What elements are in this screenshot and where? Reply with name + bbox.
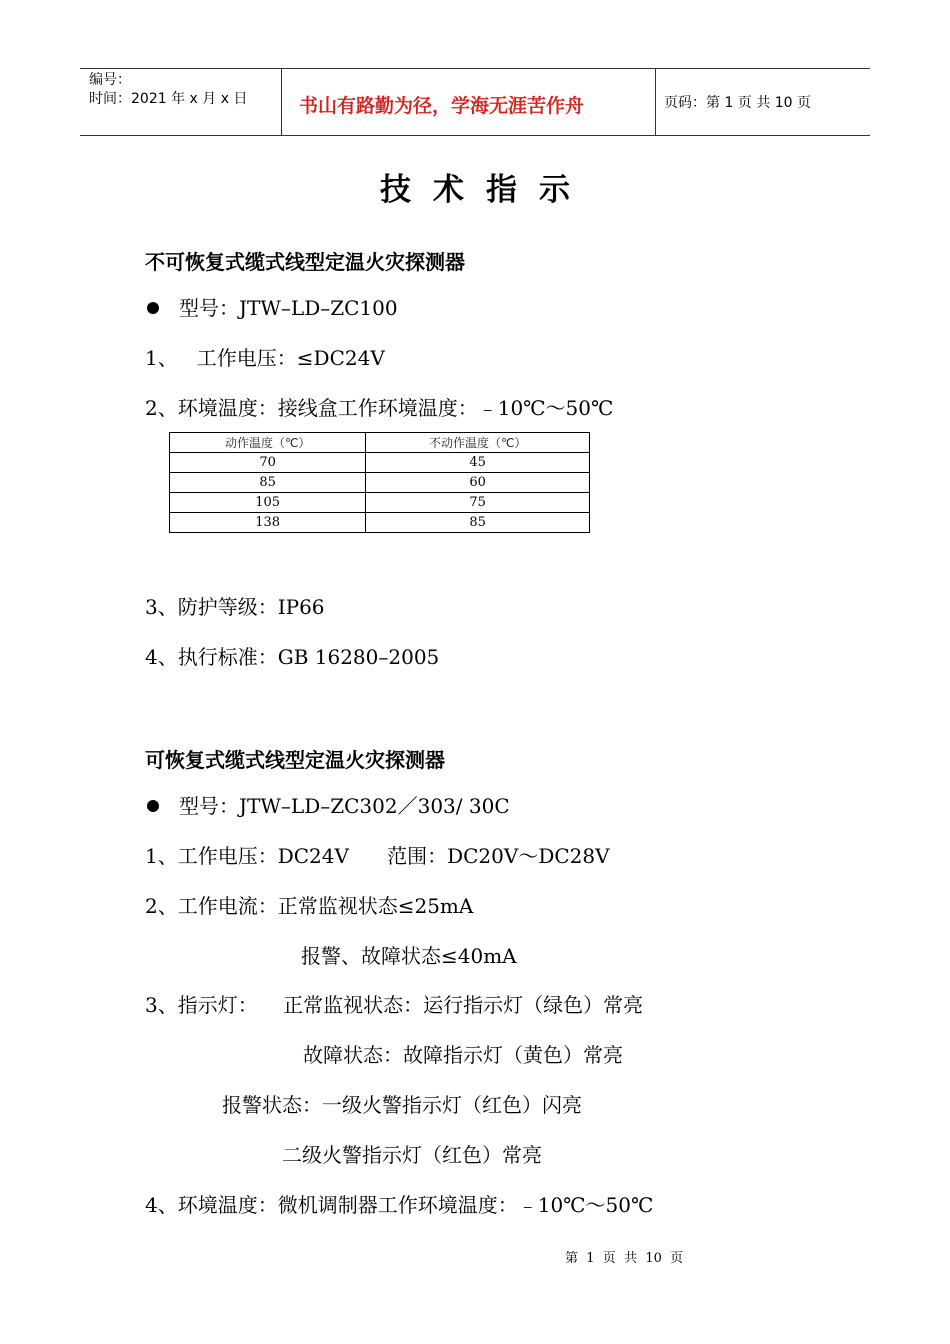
section2-item3d: 二级火警指示灯（红色）常亮 <box>282 1143 542 1167</box>
table-cell: 85 <box>170 473 366 493</box>
section2-item4: 4、环境温度：微机调制器工作环境温度：﹣10℃～50℃ <box>145 1193 654 1217</box>
header-motto: 书山有路勤为径，学海无涯苦作舟 <box>299 95 585 117</box>
table-cell: 45 <box>366 453 590 473</box>
header-divider-right <box>655 69 656 135</box>
table-header-non-action-temp: 不动作温度（℃） <box>366 433 590 453</box>
section2-item2a: 2、工作电流：正常监视状态≤25mA <box>145 894 474 918</box>
section2-item1: 1、工作电压：DC24V 范围：DC20V～DC28V <box>145 844 610 868</box>
header-divider-left <box>281 69 282 135</box>
temperature-table <box>169 432 590 533</box>
section1-item2: 2、环境温度：接线盒工作环境温度：﹣10℃～50℃ <box>145 396 614 420</box>
table-cell: 85 <box>366 513 590 533</box>
section2-item3a: 3、指示灯： 正常监视状态：运行指示灯（绿色）常亮 <box>145 993 644 1017</box>
table-row <box>170 473 590 493</box>
table-cell: 70 <box>170 453 366 473</box>
section2-model: 型号：JTW–LD–ZC302／303/ 30C <box>179 794 510 818</box>
page-footer: 第 1 页 共 10 页 <box>565 1251 684 1266</box>
header-number-label: 编号： <box>89 72 131 88</box>
header-top-rule <box>80 68 870 69</box>
table-header-action-temp: 动作温度（℃） <box>170 433 366 453</box>
table-cell: 60 <box>366 473 590 493</box>
section1-item4: 4、执行标准：GB 16280–2005 <box>145 645 440 669</box>
table-cell: 138 <box>170 513 366 533</box>
bullet-icon <box>147 800 159 812</box>
table-row <box>170 513 590 533</box>
table-row <box>170 453 590 473</box>
section2-item3c: 报警状态：一级火警指示灯（红色）闪亮 <box>222 1093 582 1117</box>
table-cell: 105 <box>170 493 366 513</box>
bullet-icon <box>147 302 159 314</box>
table-cell: 75 <box>366 493 590 513</box>
section1-item3: 3、防护等级：IP66 <box>145 595 325 619</box>
header-page-info: 页码：第 1 页 共 10 页 <box>664 95 811 111</box>
section1-item1: 1、 工作电压：≤DC24V <box>145 346 385 370</box>
section2-item3b: 故障状态：故障指示灯（黄色）常亮 <box>303 1043 623 1067</box>
header-bottom-rule <box>80 135 870 136</box>
page-title: 技术指示 <box>380 172 592 208</box>
header-time-label: 时间：2021 年 x 月 x 日 <box>89 91 248 107</box>
table-header-row <box>170 433 590 453</box>
section2-item2b: 报警、故障状态≤40mA <box>301 944 517 968</box>
section1-model: 型号：JTW–LD–ZC100 <box>179 296 398 320</box>
section1-heading: 不可恢复式缆式线型定温火灾探测器 <box>145 250 465 274</box>
table-row <box>170 493 590 513</box>
section2-heading: 可恢复式缆式线型定温火灾探测器 <box>145 748 445 772</box>
